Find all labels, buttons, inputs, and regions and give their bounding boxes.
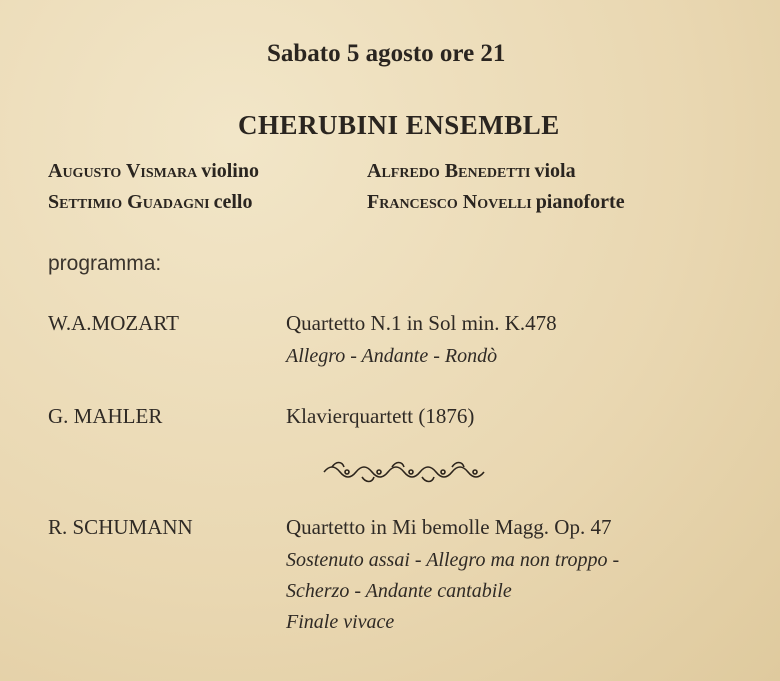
concert-date: Sabato 5 agosto ore 21: [267, 40, 506, 67]
ensemble-title: CHERUBINI ENSEMBLE: [238, 110, 560, 140]
musician-name: Augusto Vismara: [48, 160, 198, 182]
movement-line: Sostenuto assai - Allegro ma non troppo -: [286, 549, 620, 571]
musician-name: Settimio Guadagni: [48, 191, 210, 213]
composer-name: W.A.MOZART: [48, 311, 179, 335]
musician-entry: [367, 160, 576, 183]
program-label: programma:: [48, 252, 162, 275]
musician-name: Francesco Novelli: [367, 191, 532, 213]
movement-line: Scherzo - Andante cantabile: [286, 580, 512, 602]
work-title: Quartetto N.1 in Sol min. K.478: [286, 311, 557, 335]
musician-instrument: pianoforte: [535, 191, 625, 213]
floral-ornament-icon: [322, 458, 492, 486]
musician-instrument: violino: [201, 160, 259, 182]
musician-entry: [48, 160, 259, 183]
musician-instrument: cello: [213, 191, 253, 213]
musician-name: Alfredo Benedetti: [367, 160, 531, 182]
work-title: Quartetto in Mi bemolle Magg. Op. 47: [286, 515, 612, 539]
musician-instrument: viola: [534, 160, 576, 182]
musician-entry: [48, 191, 252, 214]
composer-name: R. SCHUMANN: [48, 515, 193, 539]
movement-line: Allegro - Andante - Rondò: [286, 345, 498, 367]
musician-entry: [367, 191, 625, 214]
movement-line: Finale vivace: [286, 611, 395, 633]
composer-name: G. MAHLER: [48, 404, 163, 428]
work-title: Klavierquartett (1876): [286, 404, 475, 428]
